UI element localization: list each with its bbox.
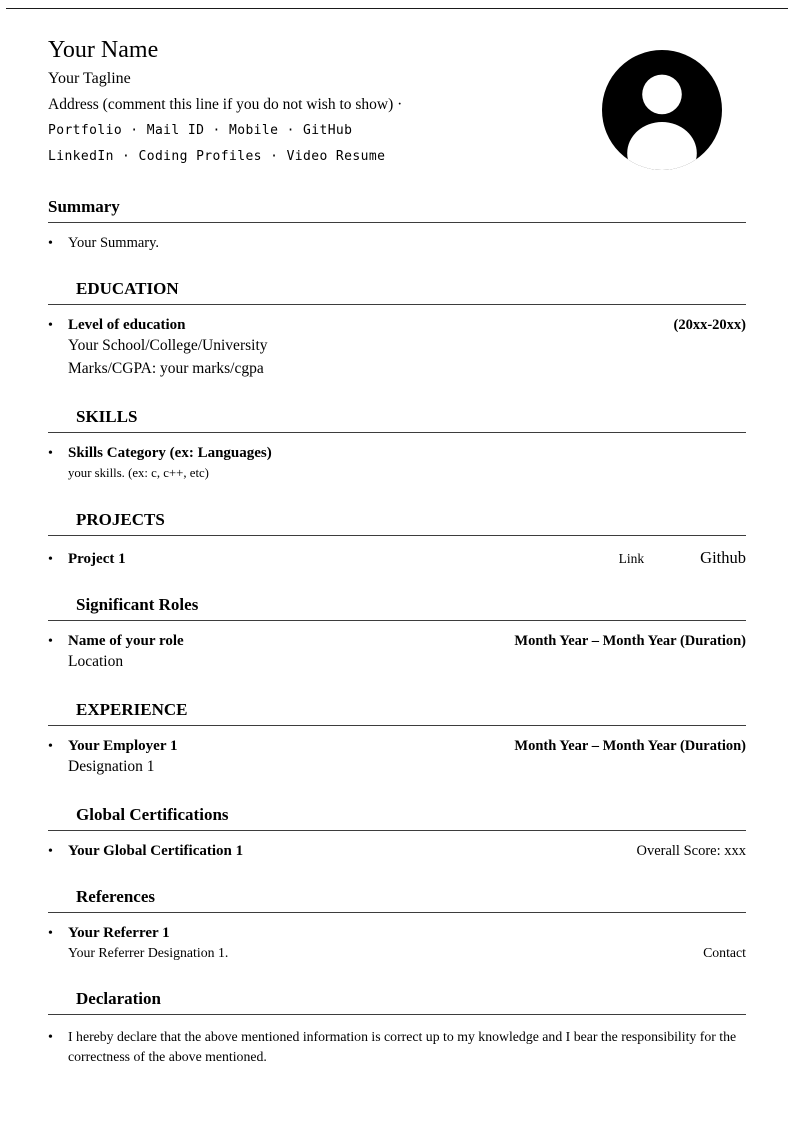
section-rule [48,432,746,433]
tagline: Your Tagline [48,70,131,87]
person-name: Your Name [48,37,159,63]
section-rule [48,1014,746,1015]
certifications-title: Global Certifications [76,805,229,824]
section-rule [48,725,746,726]
referrer-contact-link[interactable]: Contact [703,945,746,960]
role-duration: Month Year – Month Year (Duration) [514,633,746,649]
referrer-designation: Your Referrer Designation 1. [68,945,229,960]
section-rule [48,535,746,536]
section-certifications [48,804,746,860]
experience-designation: Designation 1 [68,758,155,775]
referrer-name: • Your Referrer 1 [68,925,170,941]
skills-title: SKILLS [76,407,138,426]
certification-score: Overall Score: xxx [636,843,746,859]
declaration-text: • I hereby declare that the above mentioned information is correct up to my knowledge and I bear the responsibility for the correctness of the above mentioned. [68,1029,737,1064]
section-summary [48,196,746,252]
section-references [48,886,746,962]
header [48,34,746,170]
section-roles [48,594,746,673]
references-title: References [76,887,155,906]
section-rule [48,304,746,305]
profile-photo [602,50,722,170]
summary-title: Summary [48,197,120,216]
person-icon [602,50,722,170]
education-years: (20xx-20xx) [673,317,746,333]
section-skills [48,406,746,483]
education-title: EDUCATION [76,279,179,298]
section-rule [48,830,746,831]
projects-title: PROJECTS [76,510,165,529]
declaration-title: Declaration [76,989,161,1008]
summary-text: • Your Summary. [68,235,160,251]
experience-title: EXPERIENCE [76,700,188,719]
section-declaration [48,988,746,1067]
roles-title: Significant Roles [76,595,199,614]
section-experience [48,699,746,778]
page-top-rule [6,8,788,9]
section-rule [48,620,746,621]
project-github-link[interactable]: Github [700,548,746,567]
project-link[interactable]: Link [618,551,645,566]
certification-name: • Your Global Certification 1 [68,843,244,859]
contact-links-line-1[interactable]: Portfolio · Mail ID · Mobile · GitHub [48,123,353,138]
skills-category: • Skills Category (ex: Languages) [68,445,272,461]
employer-name: • Your Employer 1 [68,738,178,754]
education-level: • Level of education [68,317,186,333]
experience-duration: Month Year – Month Year (Duration) [514,738,746,754]
section-rule [48,222,746,223]
education-marks: Marks/CGPA: your marks/cgpa [68,360,264,377]
address-line: Address (comment this line if you do not wish to show) · [48,96,403,113]
education-school: Your School/College/University [68,337,268,354]
section-rule [48,912,746,913]
contact-links-line-2[interactable]: LinkedIn · Coding Profiles · Video Resume [48,149,386,164]
role-name: • Name of your role [68,633,184,649]
section-projects [48,509,746,568]
role-location: Location [68,653,124,670]
section-education [48,278,746,380]
project-name: • Project 1 [68,551,126,567]
skills-details: your skills. (ex: c, c++, etc) [68,466,209,480]
